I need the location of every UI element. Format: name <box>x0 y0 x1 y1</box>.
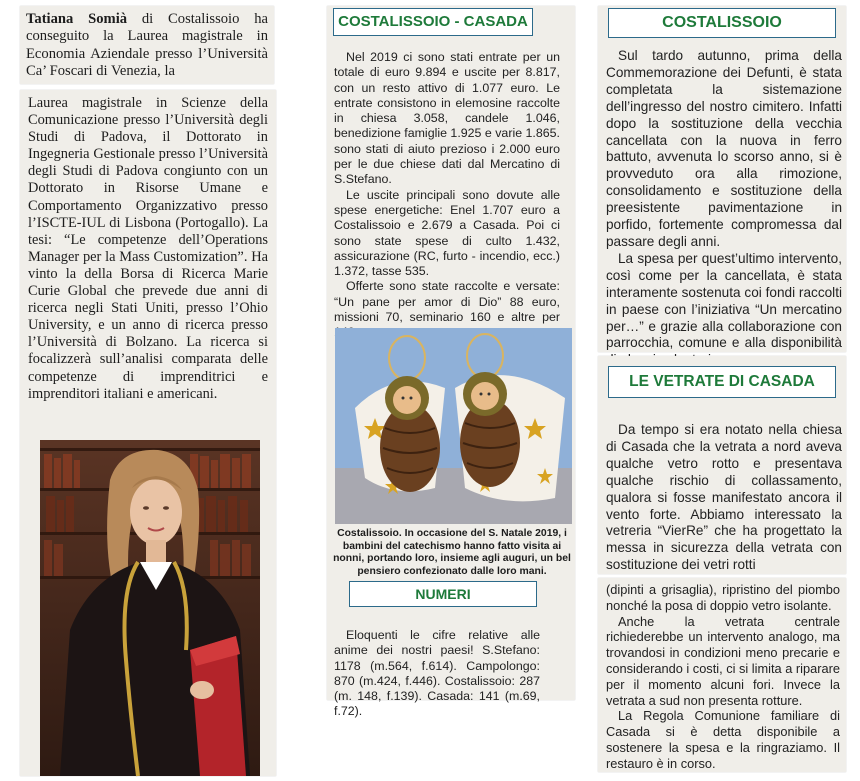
finance-paragraph-2: Le uscite principali sono dovute alle spese energetiche: Enel 1.707 euro a Costalissoio e 2.679 a Casada. Poi ci sono state spese di culto 1.432, assicurazione (RC, furto - incendio, ecc.) 1.372, tasse 535. <box>334 187 560 279</box>
angels-illustration <box>335 328 572 524</box>
clipping-costalissoio-casada <box>327 6 575 719</box>
vetrate-paragraph-4: La Regola Comunione familiare di Casada si è detta disponibile a sostenere la spesa e la ringraziamo. Il restauro è in corso. <box>606 708 840 771</box>
cimitero-text <box>606 48 842 369</box>
clipping-vetrate-casada <box>598 356 846 574</box>
vetrate-paragraph-1: Da tempo si era notato nella chiesa di Casada che la vetrata a nord aveva qualche vetro rotto e presentava qualche rischio di collassamento, qualora si fosse manifestato ancora il vento forte. Abbiamo interessato la vetreria “VierRe” che ha progettato la messa in sicurezza della vetrata con sostituzione dei vetri rotti <box>606 422 842 573</box>
vetrate-paragraph-3: Anche la vetrata centrale richiederebbe un intervento analogo, ma trovandosi in condizioni meno precarie e considerando i costi, ci si limita a riparare per il momento alcuni fori. Invece la vetrata a sud non presenta rotture. <box>606 613 840 708</box>
section-heading-numeri: NUMERI <box>349 581 537 607</box>
career-paragraph: Laurea magistrale in Scienze della Comunicazione presso l’Università degli Studi di Padova, il Dottorato in Ingegneria Gestionale presso l’Università degli Studi di Padova congiunto con un Dottorato in Risorse Umane e Comportamento Organizzativo presso l’ISCTE-IUL di Lisbona (Portogallo). La tesi: “Le competenze dell’Operations Manager per la Mass Customization”. Ha vinto la della Borsa di Ricerca Marie Curie Global che prevede due anni di ricerca negli Stati Uniti, presso l’Ohio University, e un anno di ricerca presso l’Università di Bolzano. La ricerca si focalizzerà sull’analisi comparata delle competenze di imprenditrici e imprenditori italiani e americani. <box>28 95 268 402</box>
author-name: Tatiana Somià <box>26 11 128 27</box>
clipping-somia-career <box>20 90 276 776</box>
portrait-photo <box>40 440 260 776</box>
finance-paragraph-1: Nel 2019 ci sono stati entrate per un totale di euro 9.894 e uscite per 8.817, con un resto attivo di 1.077 euro. Le entrate consistono in elemosine raccolte in chiesa 3.058, candele 1.046, benedizione famiglie 1.925 e varie 1.865. sono stati di aiuto prezioso i 2.000 euro per le due chiese dati dal Mercatino di S.Stefano. <box>334 50 560 187</box>
clipping-costalissoio-cimitero <box>598 6 846 352</box>
cimitero-paragraph-1: Sul tardo autunno, prima della Commemorazione dei Defunti, è stata completata la sistemazione dell’ingresso del nostro cimitero. Infatti dopo la sostituzione della vecchia cancellata con la nuova in ferro battuto, avvenuta lo scorso anno, si è provveduto ora alla rimozione, consolidamento e sostituzione della preesistente pavimentazione in porfido, fortemente compromessa dal passare degli anni. <box>606 48 842 249</box>
photo-caption: Costalissoio. In occasione del S. Natale 2019, i bambini del catechismo hanno fatto visita ai nonni, portando loro, insieme agli auguri, un bel pensiero confezionato dalle loro mani. <box>333 528 571 577</box>
finance-text <box>334 50 560 341</box>
cimitero-paragraph-2: La spesa per quest’ultimo intervento, così come per la cancellata, è stata interamente sostenuta coi fondi raccolti in paese con l’iniziativa “Un mercatino per…” e grazie alla collaborazione con parrocchia, comune e alla disponibilità <box>606 250 842 351</box>
clipping-somia-intro <box>20 6 274 84</box>
intro-paragraph <box>20 6 274 81</box>
portrait-illustration <box>40 440 260 776</box>
section-heading-vetrate: LE VETRATE DI CASADA <box>608 366 836 398</box>
clipping-vetrate-continued <box>598 578 846 772</box>
christmas-angels-photo <box>335 328 572 524</box>
numeri-paragraph: Eloquenti le cifre relative alle anime dei nostri paesi! S.Stefano: 1178 (m.564, f.614). Campolongo: 870 (m.424, f.446). Costalissoio: 287 (m. 148, f.139). Casada: 141 (m.69, f.72). <box>334 628 540 719</box>
section-heading-costalissoio-casada: COSTALISSOIO - CASADA <box>333 8 533 36</box>
intro-text: di Costalissoio ha conseguito la Laurea magistrale in Economia Aziendale presso l’Università Ca’ Foscari di Venezia, la <box>26 11 268 80</box>
section-heading-costalissoio: COSTALISSOIO <box>608 8 836 38</box>
vetrate-continued-text <box>606 582 840 772</box>
vetrate-paragraph-2: (dipinti a grisaglia), ripristino del piombo nonché la posa di doppio vetro isolante. <box>606 582 840 613</box>
finance-paragraph-3: Offerte sono state raccolte e versate: “Un pane per amor di Dio” 88 euro, missioni 70, seminario 160 e altre per <box>334 279 560 325</box>
